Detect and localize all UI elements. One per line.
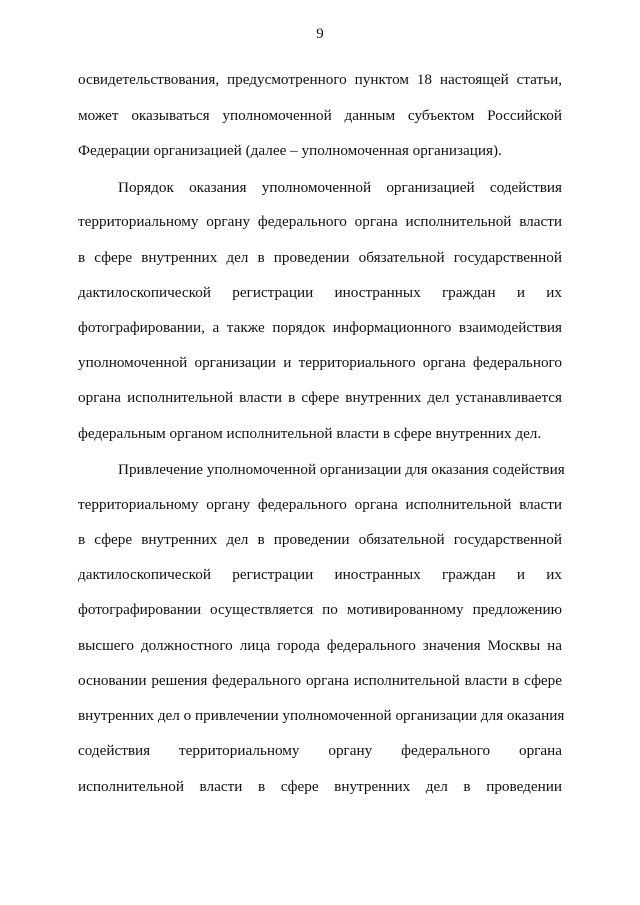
text-line: содействия территориальному органу федерального органа <box>78 742 562 759</box>
text-line: фотографировании осуществляется по мотивированному предложению <box>78 601 562 618</box>
text-line: основании решения федерального органа исполнительной власти в сфере <box>78 672 562 689</box>
text-line: Порядок оказания уполномоченной организацией содействия <box>118 179 562 196</box>
text-line: Привлечение уполномоченной организации для оказания содействия <box>118 461 565 478</box>
text-line: дактилоскопической регистрации иностранных граждан и их <box>78 566 562 583</box>
text-line: в сфере внутренних дел в проведении обязательной государственной <box>78 531 562 548</box>
text-line: органа исполнительной власти в сфере внутренних дел устанавливается <box>78 389 562 406</box>
text-line: уполномоченной организации и территориального органа федерального <box>78 354 562 371</box>
text-line: освидетельствования, предусмотренного пунктом 18 настоящей статьи, <box>78 71 562 88</box>
text-line: в сфере внутренних дел в проведении обязательной государственной <box>78 249 562 266</box>
text-line: исполнительной власти в сфере внутренних дел в проведении <box>78 778 562 795</box>
text-line: дактилоскопической регистрации иностранных граждан и их <box>78 284 562 301</box>
text-line: федеральным органом исполнительной власти в сфере внутренних дел. <box>78 425 542 442</box>
text-line: фотографировании, а также порядок информационного взаимодействия <box>78 319 562 336</box>
text-line: территориальному органу федерального органа исполнительной власти <box>78 213 562 230</box>
text-line: Федерации организацией (далее – уполномоченная организация). <box>78 142 502 159</box>
text-line: высшего должностного лица города федерального значения Москвы на <box>78 637 562 654</box>
page-number: 9 <box>316 26 324 42</box>
text-line: может оказываться уполномоченной данным субъектом Российской <box>78 107 562 124</box>
text-line: территориальному органу федерального органа исполнительной власти <box>78 496 562 513</box>
text-line: внутренних дел о привлечении уполномоченной организации для оказания <box>78 707 565 724</box>
